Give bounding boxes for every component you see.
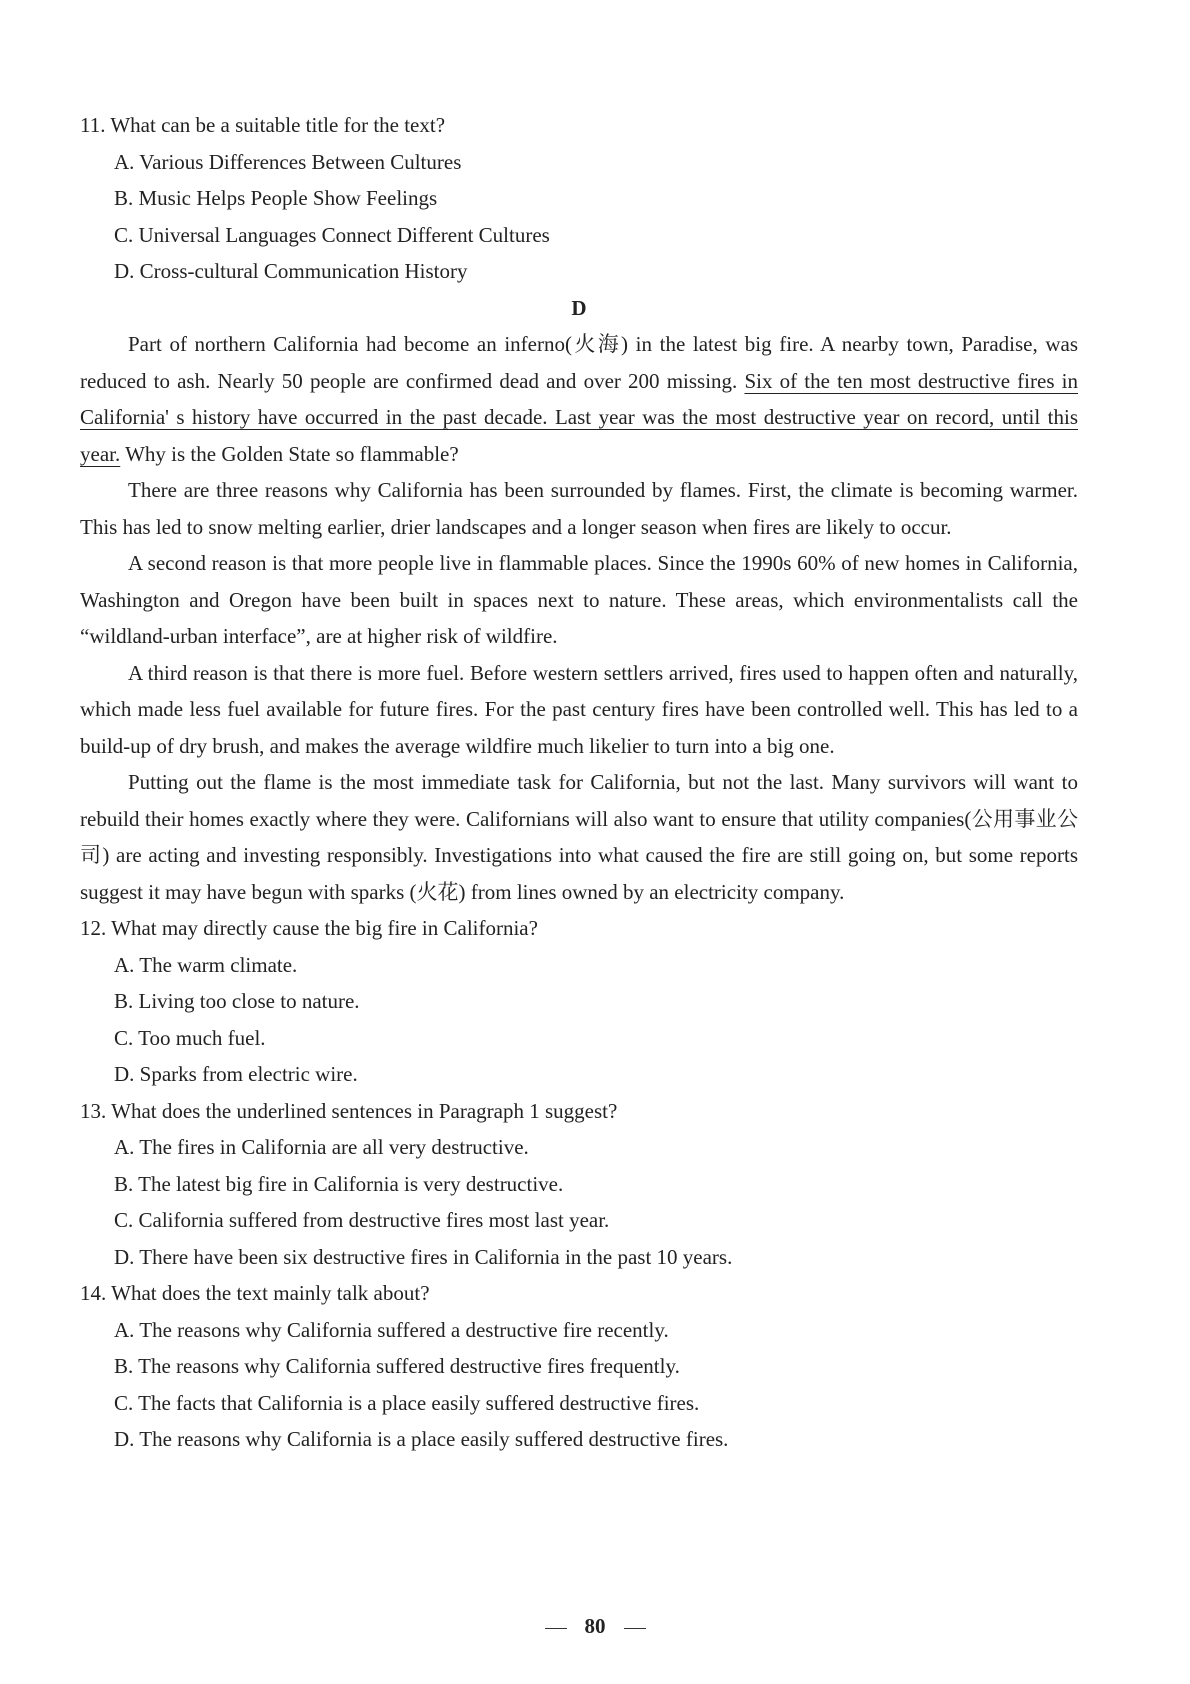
answer-option: D. The reasons why California is a place easily suffered destructive fires. [114, 1427, 729, 1451]
answer-option: C. California suffered from destructive fires most last year. [114, 1208, 610, 1232]
paragraph-2: There are three reasons why California has been surrounded by flames. First, the climate is becoming warmer. This has led to snow melting earlier, drier landscapes and a longer season when fires are likely to occur. [80, 478, 1078, 539]
question-14 [80, 1275, 1078, 1458]
paragraph-5: Putting out the flame is the most immediate task for California, but not the last. Many survivors will want to rebuild their homes exactly where they were. Californians will also want to ensure that utility companies(公用事业公司) are acting and investing responsibly. Investigations into what caused the fire are still going on, but some reports suggest it may have begun with sparks (火花) from lines owned by an electricity company. [80, 770, 1078, 904]
worksheet-page [80, 107, 1078, 1458]
answer-option: B. Music Helps People Show Feelings [114, 186, 438, 210]
answer-option: D. Sparks from electric wire. [114, 1062, 358, 1086]
paragraph-1 [80, 326, 1078, 472]
paragraph-3: A second reason is that more people live in flammable places. Since the 1990s 60% of new homes in California, Washington and Oregon have been built in spaces next to nature. These areas, which environmentalists call the “wildland-urban interface”, are at higher risk of wildfire. [80, 551, 1078, 648]
dash-divider [545, 1628, 567, 1629]
question-stem: 14. What does the text mainly talk about? [80, 1281, 430, 1305]
answer-option: D. Cross-cultural Communication History [114, 259, 468, 283]
answer-option: B. The reasons why California suffered destructive fires frequently. [114, 1354, 680, 1378]
paragraph-text: Why is the Golden State so flammable? [120, 441, 459, 466]
underlined-sentences: Six of the ten most destructive fires in California' s history have occurred in the past decade. Last year was the most destructive year on record, until this year. [80, 368, 1078, 466]
dash-divider [624, 1628, 646, 1629]
answer-option: C. The facts that California is a place easily suffered destructive fires. [114, 1390, 700, 1415]
question-stem: 11. What can be a suitable title for the text? [80, 113, 446, 137]
answer-option: A. The fires in California are all very destructive. [114, 1135, 529, 1159]
answer-option: C. Too much fuel. [114, 1025, 266, 1050]
answer-option: D. There have been six destructive fires in California in the past 10 years. [114, 1244, 733, 1269]
paragraph-text: Part of northern California had become an inferno(火海) in the latest big fire. A nearby town, Paradise, was reduced to ash. Nearly 50 people are confirmed dead and over 200 missing. [80, 332, 1078, 393]
page-number: 80 [584, 1614, 606, 1638]
page-number-footer [0, 1614, 1190, 1639]
question-stem: 12. What may directly cause the big fire in California? [80, 916, 538, 940]
answer-option: B. The latest big fire in California is very destructive. [114, 1171, 564, 1196]
reading-passage [80, 326, 1078, 910]
answer-option: C. Universal Languages Connect Different Cultures [114, 222, 550, 247]
question-stem: 13. What does the underlined sentences in Paragraph 1 suggest? [80, 1098, 618, 1123]
answer-option: B. Living too close to nature. [114, 989, 360, 1013]
question-13 [80, 1093, 1078, 1276]
answer-option: A. The reasons why California suffered a destructive fire recently. [114, 1317, 669, 1342]
answer-option: A. The warm climate. [114, 952, 298, 977]
paragraph-4: A third reason is that there is more fuel. Before western settlers arrived, fires used to happen often and naturally, which made less fuel available for future fires. For the past century fires have been controlled well. This has led to a build-up of dry brush, and makes the average wildfire much likelier to turn into a big one. [80, 660, 1078, 758]
question-11 [80, 107, 1078, 290]
section-title: D [571, 295, 587, 320]
question-12 [80, 910, 1078, 1093]
answer-option: A. Various Differences Between Cultures [114, 149, 462, 174]
